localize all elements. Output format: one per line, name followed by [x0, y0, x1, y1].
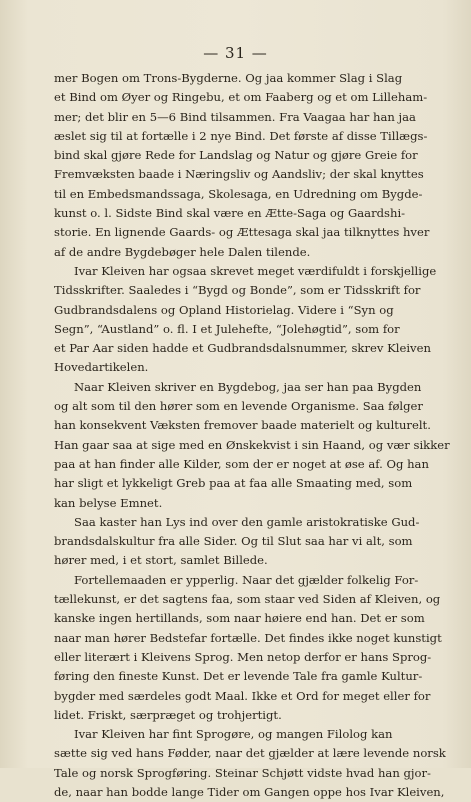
- text-line: Ivar Kleiven har ogsaa skrevet meget værdifuldt i forskjellige: [74, 263, 437, 278]
- text-line: han konsekvent Væksten fremover baade materielt og kulturelt.: [54, 418, 431, 433]
- page-number-header: — 31 —: [203, 44, 268, 62]
- text-line: tællekunst, er det sagtens faa, som staar ved Siden af Kleiven, og: [54, 592, 441, 607]
- text-line: Segn”, “Austland” o. fl. I et Julehefte, “Jolehøgtid”, som for: [54, 321, 400, 336]
- text-line: kanske ingen hertillands, som naar høiere end han. Det er som: [54, 611, 425, 626]
- text-line: paa at han finder alle Kilder, som der er noget at øse af. Og han: [54, 456, 429, 471]
- text-line: brandsdalskultur fra alle Sider. Og til Slut saa har vi alt, som: [54, 534, 413, 549]
- text-line: Naar Kleiven skriver en Bygdebog, jaa ser han paa Bygden: [74, 379, 422, 394]
- text-line: Tale og norsk Sprogføring. Steinar Schjøtt vidste hvad han gjor-: [54, 765, 431, 780]
- text-line: hører med, i et stort, samlet Billede.: [54, 553, 268, 568]
- text-line: føring den fineste Kunst. Det er levende Tale fra gamle Kultur-: [54, 669, 423, 684]
- text-line: Gudbrandsdalens og Opland Historielag. Videre i “Syn og: [54, 302, 394, 317]
- text-line: af de andre Bygdebøger hele Dalen tilende.: [54, 244, 311, 259]
- text-line: og alt som til den hører som en levende Organisme. Saa følger: [54, 399, 423, 414]
- text-line: kunst o. l. Sidste Bind skal være en Ætte-Saga og Gaardshi-: [54, 206, 406, 221]
- text-line: har sligt et lykkeligt Greb paa at faa alle Smaating med, som: [54, 476, 413, 491]
- text-line: naar man hører Bedstefar fortælle. Det findes ikke noget kunstigt: [54, 630, 442, 645]
- text-line: Han gaar saa at sige med en Ønskekvist i sin Haand, og vær sikker: [54, 437, 450, 452]
- text-line: sætte sig ved hans Fødder, naar det gjælder at lære levende norsk: [54, 746, 446, 761]
- text-line: et Bind om Øyer og Ringebu, et om Faaberg og et om Lilleham-: [54, 90, 428, 105]
- body-text: [54, 69, 450, 802]
- text-line: til en Embedsmandssaga, Skolesaga, en Udredning om Bygde-: [54, 186, 423, 201]
- text-line: Saa kaster han Lys ind over den gamle aristokratiske Gud-: [74, 514, 420, 529]
- text-line: Fortellemaaden er ypperlig. Naar det gjælder folkelig For-: [74, 572, 419, 587]
- text-line: Fremvæksten baade i Næringsliv og Aandsliv; der skal knyttes: [54, 167, 424, 182]
- text-line: storie. En lignende Gaards- og Ættesaga skal jaa tilknyttes hver: [54, 225, 430, 240]
- text-line: Ivar Kleiven har fint Sprogøre, og mangen Filolog kan: [74, 727, 393, 742]
- text-line: bind skal gjøre Rede for Landslag og Natur og gjøre Greie for: [54, 148, 418, 163]
- text-line: lidet. Friskt, særpræget og trohjertigt.: [54, 707, 282, 722]
- text-line: mer Bogen om Trons-Bygderne. Og jaa kommer Slag i Slag: [54, 71, 403, 85]
- text-line: bygder med særdeles godt Maal. Ikke et Ord for meget eller for: [54, 688, 431, 703]
- text-line: mer; det blir en 5—6 Bind tilsammen. Fra Vaagaa har han jaa: [54, 109, 416, 124]
- text-line: de, naar han bodde lange Tider om Gangen oppe hos Ivar Kleiven,: [54, 784, 445, 799]
- text-line: æslet sig til at fortælle i 2 nye Bind. Det første af disse Tillægs-: [54, 128, 428, 143]
- text-line: Hovedartikelen.: [54, 360, 149, 375]
- text-line: Tidsskrifter. Saaledes i “Bygd og Bonde”, som er Tidsskrift for: [54, 283, 421, 298]
- text-line: kan belyse Emnet.: [54, 495, 163, 510]
- text-line: et Par Aar siden hadde et Gudbrandsdalsnummer, skrev Kleiven: [54, 341, 431, 356]
- text-line: eller literært i Kleivens Sprog. Men netop derfor er hans Sprog-: [54, 649, 432, 664]
